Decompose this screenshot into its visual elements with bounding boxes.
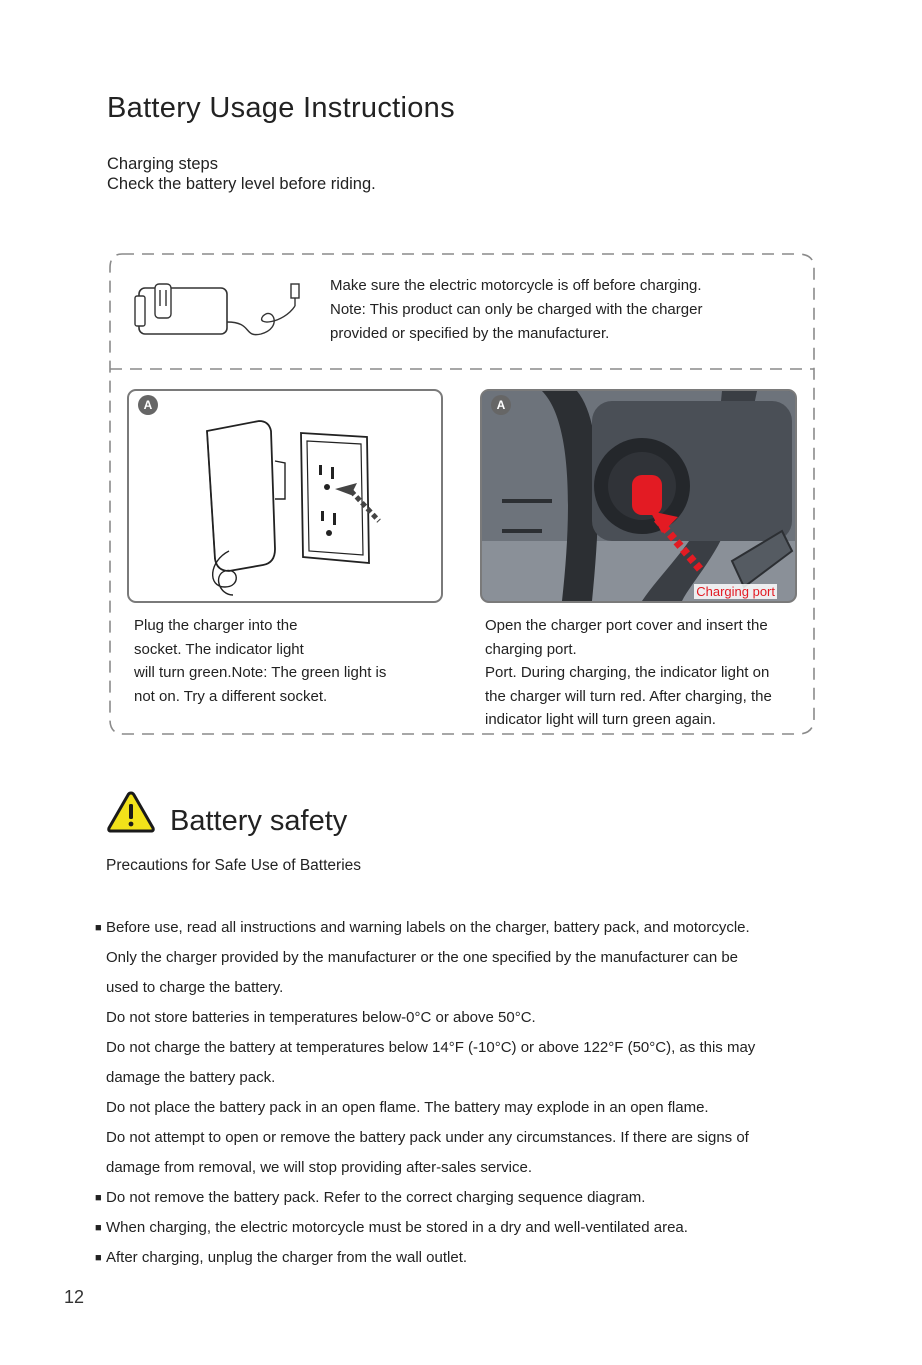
step-left-caption [134,614,434,708]
bullet-square-icon: ■ [95,1222,102,1234]
safety-rules-list [95,913,855,1273]
caption-line: Open the charger port cover and insert the [485,617,768,634]
caption-line: charging port. [485,640,577,658]
safety-rule-item [95,1183,855,1213]
caption-line: not on. Try a different socket. [134,687,328,705]
intro-line-2: Note: This product can only be charged with the charger [330,301,703,318]
bullet-square-icon: ■ [95,1192,102,1204]
safety-rule-item [95,1243,855,1273]
safety-rule-text: used to charge the battery. [106,979,284,996]
caption-line: Port. During charging, the indicator light on [485,664,770,681]
socket-illustration-panel [127,389,443,603]
safety-rule-text: When charging, the electric motorcycle must be stored in a dry and well-ventilated area. [106,1219,688,1236]
safety-rule-item [95,1033,855,1063]
charging-port-label: Charging port [696,584,775,599]
safety-rule-item [95,1063,855,1093]
intro-text-block [330,274,780,346]
safety-rule-item [95,1153,855,1183]
safety-rule-text: After charging, unplug the charger from the wall outlet. [106,1249,468,1266]
safety-rule-item [95,1123,855,1153]
safety-rule-text: damage the battery pack. [106,1069,276,1086]
safety-rule-item [95,943,855,973]
safety-rule-text: Do not place the battery pack in an open flame. The battery may explode in an open flame. [106,1099,709,1116]
caption-line: will turn green.Note: The green light is [134,664,387,681]
intro-line-1: Make sure the electric motorcycle is off before charging. [330,277,702,294]
bullet-square-icon: ■ [95,922,102,934]
page-number: 12 [64,1287,85,1307]
step-badge: A [491,395,511,415]
safety-rule-text: Do not store batteries in temperatures below-0°C or above 50°C. [106,1009,536,1026]
step-right-caption [485,614,815,732]
caption-line: Plug the charger into the [134,617,298,634]
charging-port-photo-panel [480,389,797,603]
charger-adapter-icon [133,276,313,346]
safety-rule-text: damage from removal, we will stop providing after-sales service. [106,1159,532,1176]
caption-line: the charger will turn red. After charging, the [485,687,772,705]
step-badge: A [138,395,158,415]
caption-line: indicator light will turn green again. [485,711,716,728]
charging-steps-heading: Charging steps [107,155,218,173]
wall-socket-illustration [129,391,441,601]
check-battery-text: Check the battery level before riding. [107,175,376,193]
safety-rule-text: Only the charger provided by the manufacturer or the one specified by the manufacturer can be [106,949,739,966]
page-title: Battery Usage Instructions [107,92,455,124]
safety-rule-item [95,973,855,1003]
bullet-square-icon: ■ [95,1252,102,1264]
precautions-subtitle: Precautions for Safe Use of Batteries [106,857,362,874]
safety-rule-item [95,1093,855,1123]
safety-rule-text: Do not remove the battery pack. Refer to the correct charging sequence diagram. [106,1189,646,1206]
safety-rule-item [95,1003,855,1033]
charging-port-illustration [482,391,795,601]
caption-line: socket. The indicator light [134,640,304,658]
safety-rule-text: Do not attempt to open or remove the battery pack under any circumstances. If there are signs of [106,1129,749,1146]
warning-triangle-icon [106,790,156,834]
safety-rule-text: Before use, read all instructions and warning labels on the charger, battery pack, and motorcycle. [106,919,750,936]
battery-safety-title: Battery safety [170,805,348,837]
safety-rule-text: Do not charge the battery at temperatures below 14°F (-10°C) or above 122°F (50°C), as this may [106,1039,756,1056]
safety-rule-item [95,1213,855,1243]
safety-rule-item [95,913,855,943]
intro-line-3: provided or specified by the manufacturer. [330,325,610,342]
